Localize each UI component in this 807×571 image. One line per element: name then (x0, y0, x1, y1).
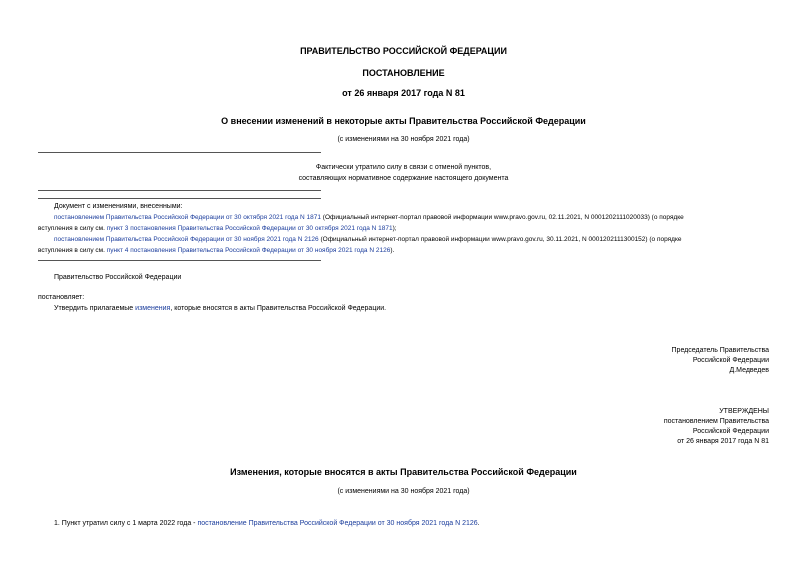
amendment-2-text-b: вступления в силу см. (38, 247, 107, 254)
lost-force-note-line1: Фактически утратило силу в связи с отменой пунктов, (315, 164, 492, 171)
changes-item-1-text: 1. Пункт утратил силу с 1 марта 2022 года - (54, 520, 198, 527)
approve-paragraph (54, 303, 386, 314)
amendment-item-1 (54, 212, 684, 223)
changes-link[interactable]: изменения (135, 305, 171, 312)
changes-item-1-link[interactable]: постановление Правительства Российской Федерации от 30 ноября 2021 года N 2126 (197, 520, 478, 527)
approved-by: постановлением Правительства (663, 418, 769, 425)
amendment-2-text: (Официальный интернет-портал правовой информации www.pravo.gov.ru, 30.11.2021, N 0001202111300152) (о порядке (318, 236, 682, 243)
amendment-1-text-c: ); (392, 225, 397, 232)
approve-text-a: Утвердить прилагаемые (54, 305, 136, 312)
changes-item-1-end: . (477, 520, 480, 527)
divider (38, 152, 321, 153)
approve-text-b: , которые вносятся в акты Правительства Российской Федерации. (170, 305, 387, 312)
amendment-item-2 (54, 234, 682, 245)
government-heading: ПРАВИТЕЛЬСТВО РОССИЙСКОЙ ФЕДЕРАЦИИ (300, 46, 507, 56)
changes-edition-note: (с изменениями на 30 ноября 2021 года) (337, 488, 470, 495)
amendments-intro: Документ с изменениями, внесенными: (54, 203, 183, 210)
approved-heading: УТВЕРЖДЕНЫ (719, 408, 769, 415)
document-type-heading: ПОСТАНОВЛЕНИЕ (362, 68, 445, 78)
amendment-1-text-b: вступления в силу см. (38, 225, 107, 232)
document-date-number: от 26 января 2017 года N 81 (342, 88, 465, 98)
approved-country: Российской Федерации (692, 428, 769, 435)
amendment-2-link[interactable]: постановлением Правительства Российской Федерации от 30 ноября 2021 года N 2126 (54, 236, 319, 243)
amendment-1-clause-link[interactable]: пункт 3 постановления Правительства Российской Федерации от 30 октября 2021 года N 1871 (106, 225, 393, 232)
approved-date: от 26 января 2017 года N 81 (677, 438, 769, 445)
signature-name: Д.Медведев (729, 367, 769, 374)
lost-force-note-line2: составляющих нормативное содержание настоящего документа (298, 175, 509, 182)
signature-country: Российской Федерации (692, 357, 769, 364)
amendment-2-text-c: ). (390, 247, 395, 254)
signature-position: Председатель Правительства (671, 347, 769, 354)
changes-title: Изменения, которые вносятся в акты Правительства Российской Федерации (230, 467, 577, 477)
amendment-item-2-cont (38, 245, 394, 256)
divider (38, 190, 321, 191)
edition-note: (с изменениями на 30 ноября 2021 года) (337, 136, 470, 143)
document-title: О внесении изменений в некоторые акты Правительства Российской Федерации (221, 116, 586, 126)
divider (38, 198, 321, 199)
decrees-word: постановляет: (38, 294, 85, 301)
changes-item-1 (54, 518, 480, 529)
amendment-1-link[interactable]: постановлением Правительства Российской Федерации от 30 октября 2021 года N 1871 (54, 214, 321, 221)
issuer: Правительство Российской Федерации (54, 274, 182, 281)
amendment-2-clause-link[interactable]: пункт 4 постановления Правительства Российской Федерации от 30 ноября 2021 года N 2126 (106, 247, 391, 254)
amendment-1-text: (Официальный интернет-портал правовой информации www.pravo.gov.ru, 02.11.2021, N 0001202111020033) (о порядке (320, 214, 684, 221)
divider (38, 260, 321, 261)
amendment-item-1-cont (38, 223, 397, 234)
